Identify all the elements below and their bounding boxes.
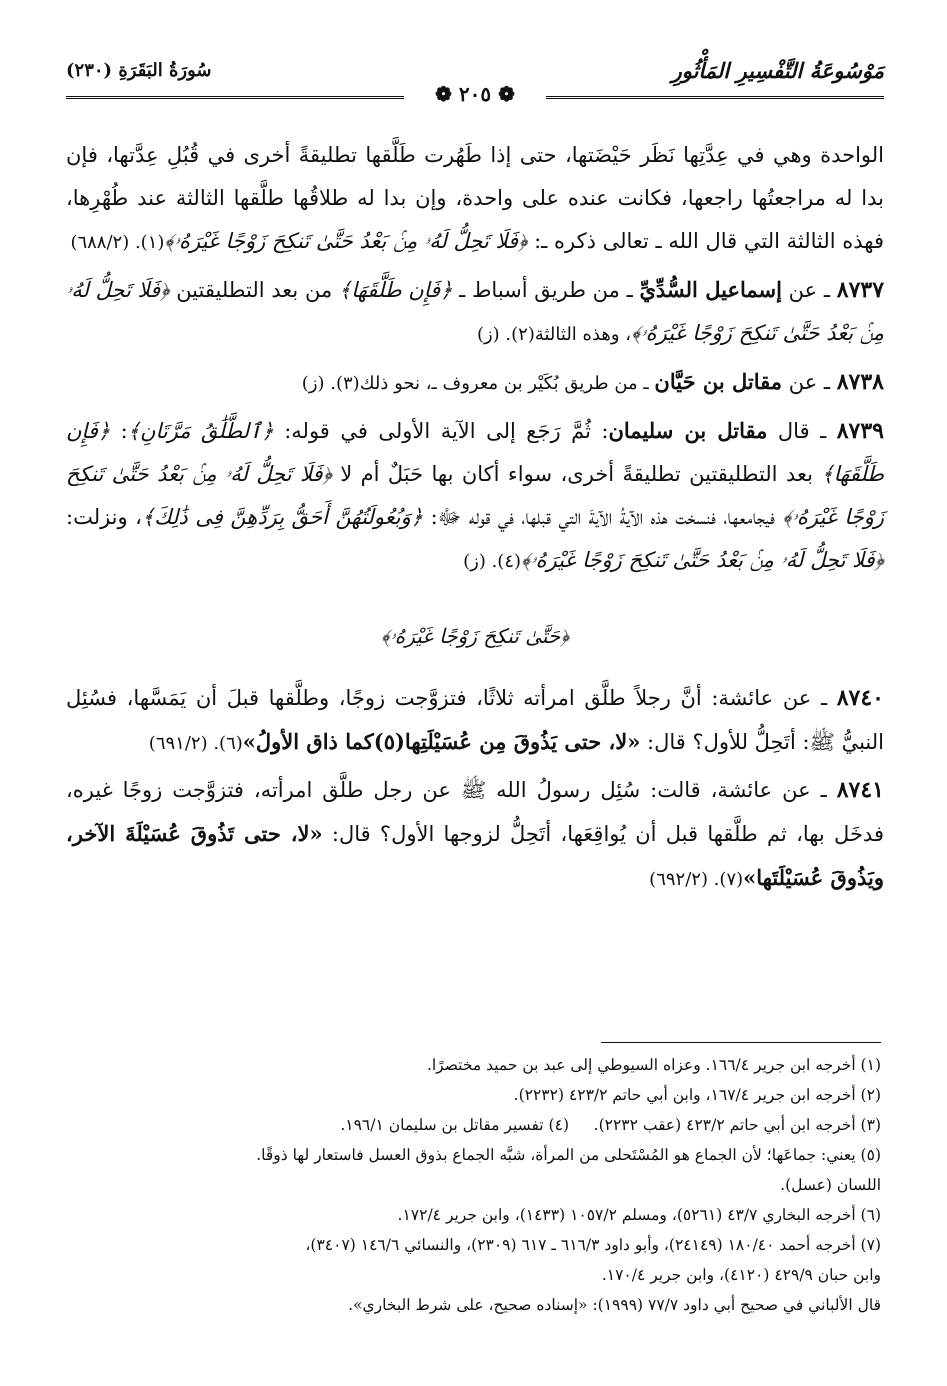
footnote-2: (٢) أخرجه ابن جرير ١٦٧/٤، وابن أبي حاتم ٤٢٣/٢ (٢٢٣٢). <box>513 1086 881 1104</box>
narration-number: ٨٧٣٧ <box>836 277 885 303</box>
footnotes <box>63 1050 881 1320</box>
footnote-separator <box>601 1042 881 1043</box>
page-number: ❁ ٢٠٥ ❁ <box>435 82 515 106</box>
footnote-5-cont: اللسان (عسل). <box>780 1176 881 1194</box>
footnote-1: (١) أخرجه ابن جرير ١٦٦/٤. وعزاه السيوطي إلى عبد بن حميد مختصرًا. <box>426 1056 881 1074</box>
page <box>66 58 884 905</box>
footnote-7-note: قال الألباني في صحيح أبي داود ٧٧/٧ (١٩٩٩): «إسناده صحيح، على شرط البخاري». <box>348 1296 881 1314</box>
header-rule-left <box>66 96 404 99</box>
paragraph: الواحدة وهي في عِدَّتِها نَظَر حَيْضَتها، حتى إذا طَهُرت طَلَّقها تطليقةً أخرى في قُبُلِ عِدَّتها، فإن بدا له مراجعتُها راجعها، فكانت عنده على واحدة، وإن بدا له طلاقُها طلَّقها الثالثة عند طُهْرِها، فهذه الثالثة التي قال الله ـ تعالى ذكره ـ: ﴿فَلَا تَحِلُّ لَهُۥ مِنۢ بَعْدُ حَتَّىٰ تَنكِحَ زَوْجًا غَيْرَهُۥ﴾(١). (٦٨٨/٢) <box>66 143 884 253</box>
main-text <box>66 134 884 901</box>
narration-number: ٨٧٣٨ <box>836 369 884 395</box>
section-heading: ﴿حَتَّىٰ تَنكِحَ زَوْجًا غَيْرَهُۥ﴾ <box>380 624 570 648</box>
narration-8740: ٨٧٤٠ ـ عن عائشة: أنَّ رجلاً طلَّق امرأته ثلاثًا، فتزوَّجت زوجًا، وطلَّقها قبلَ أن يَمَسَّها، فسُئِل النبيُّ ﷺ: أتَحِلُّ للأول؟ قال: «لا، حتى يَذُوقَ مِن عُسَيْلَتِها(٥)كما ذاق الأولُ»(٦). (٦٩١/٢) <box>66 685 884 754</box>
narration-8737: ٨٧٣٧ ـ عن إسماعيل السُّدِّيِّ ـ من طريق أسباط ـ ﴿فَإِن طَلَّقَهَا﴾ من بعد التطليقتين ﴿فَلَا تَحِلُّ لَهُۥ مِنۢ بَعْدُ حَتَّىٰ تَنكِحَ زَوْجًا غَيْرَهُۥ﴾، وهذه الثالثة(٢). (ز) <box>66 277 885 345</box>
quran-quote: ﴿فَلَا تَحِلُّ لَهُۥ مِنۢ بَعْدُ حَتَّىٰ تَنكِحَ زَوْجًا غَيْرَهُۥ﴾ <box>164 229 528 253</box>
narrator-name: مقاتل بن سليمان <box>608 418 768 443</box>
narration-8739: ٨٧٣٩ ـ قال مقاتل بن سليمان: ثُمَّ رَجَع إلى الآية الأولى في قوله: ﴿ٱلطَّلَٰقُ مَرَّتَانِ﴾: ﴿فَإِن طَلَّقَهَا﴾ بعد التطليقتين تطليقةً أخرى، سواء أكان بها حَبَلٌ أم لا ﴿فَلَا تَحِلُّ لَهُۥ مِنۢ بَعْدُ حَتَّىٰ تَنكِحَ زَوْجًا غَيْرَهُۥ﴾ فيجامعها، فنسخت هذه الآيةُ الآيةَ التي قبلها، في قوله ﷻ: ﴿وَبُعُولَتُهُنَّ أَحَقُّ بِرَدِّهِنَّ فِى ذَٰلِكَ﴾، ونزلت: ﴿فَلَا تَحِلُّ لَهُۥ مِنۢ بَعْدُ حَتَّىٰ تَنكِحَ زَوْجًا غَيْرَهُۥ﴾(٤). (ز) <box>66 418 884 572</box>
footnote-6: (٦) أخرجه البخاري ٤٣/٧ (٥٢٦١)، ومسلم ١٠٥٧/٢ (١٤٣٣)، وابن جرير ١٧٢/٤. <box>397 1206 881 1224</box>
footnote-7-cont: وابن حبان ٤٢٩/٩ (٤١٢٠)، وابن جرير ١٧٠/٤. <box>601 1266 881 1284</box>
narration-number: ٨٧٣٩ <box>836 418 884 444</box>
narrator-name: إسماعيل السُّدِّيِّ <box>639 277 782 302</box>
surah-title: سُورَةُ البَقَرَةِ (٢٣٠) <box>66 60 212 81</box>
narration-number: ٨٧٤٠ <box>836 685 884 711</box>
hadith-quote: «لا، حتى يَذُوقَ مِن عُسَيْلَتِها(٥)كما ذاق الأولُ» <box>242 729 641 754</box>
book-title: مَوْسُوعَةُ التَّفْسِيرِ المَأْثُورِ <box>671 58 884 83</box>
narration-8741: ٨٧٤١ ـ عن عائشة، قالت: سُئِل رسولُ الله ﷺ عن رجل طلَّق امرأته، فتزوَّجت زوجًا غيره، فدخَل بها، ثم طلَّقها قبل أن يُواقِعَها، أتَحِلُّ لزوجها الأول؟ قال: «لا، حتى تَذُوقَ عُسَيْلَةَ الآخر، ويَذُوقَ عُسَيْلَتَها»(٧). (٦٩٢/٢) <box>66 777 884 890</box>
narrator-name: مقاتل بن حَيَّان <box>654 369 783 394</box>
footnote-5: (٥) يعني: جماعَها؛ لأن الجماع هو المُسْتَحلى من المرأة، شبَّه الجماع بذوق العسل فاستعار لها ذوقًا. <box>256 1146 881 1164</box>
footnote-7: (٧) أخرجه أحمد ١٨٠/٤٠ (٢٤١٤٩)، وأبو داود ٦١٦/٣ ـ ٦١٧ (٢٣٠٩)، والنسائي ١٤٦/٦ (٣٤٠٧)، <box>305 1236 881 1254</box>
narration-8738: ٨٧٣٨ ـ عن مقاتل بن حَيَّان ـ من طريق بُكَيْر بن معروف ـ، نحو ذلك(٣). (ز) <box>301 369 884 395</box>
narration-number: ٨٧٤١ <box>836 777 884 803</box>
page-header <box>66 58 884 106</box>
hadith-quote: «لا، حتى تَذُوقَ عُسَيْلَةَ الآخر، ويَذُوقَ عُسَيْلَتَها» <box>66 821 884 890</box>
footnote-3-4: (٣) أخرجه ابن أبي حاتم ٤٢٣/٢ (عقب ٢٢٣٢). (٤) تفسير مقاتل بن سليمان ١٩٦/١. <box>340 1116 881 1134</box>
